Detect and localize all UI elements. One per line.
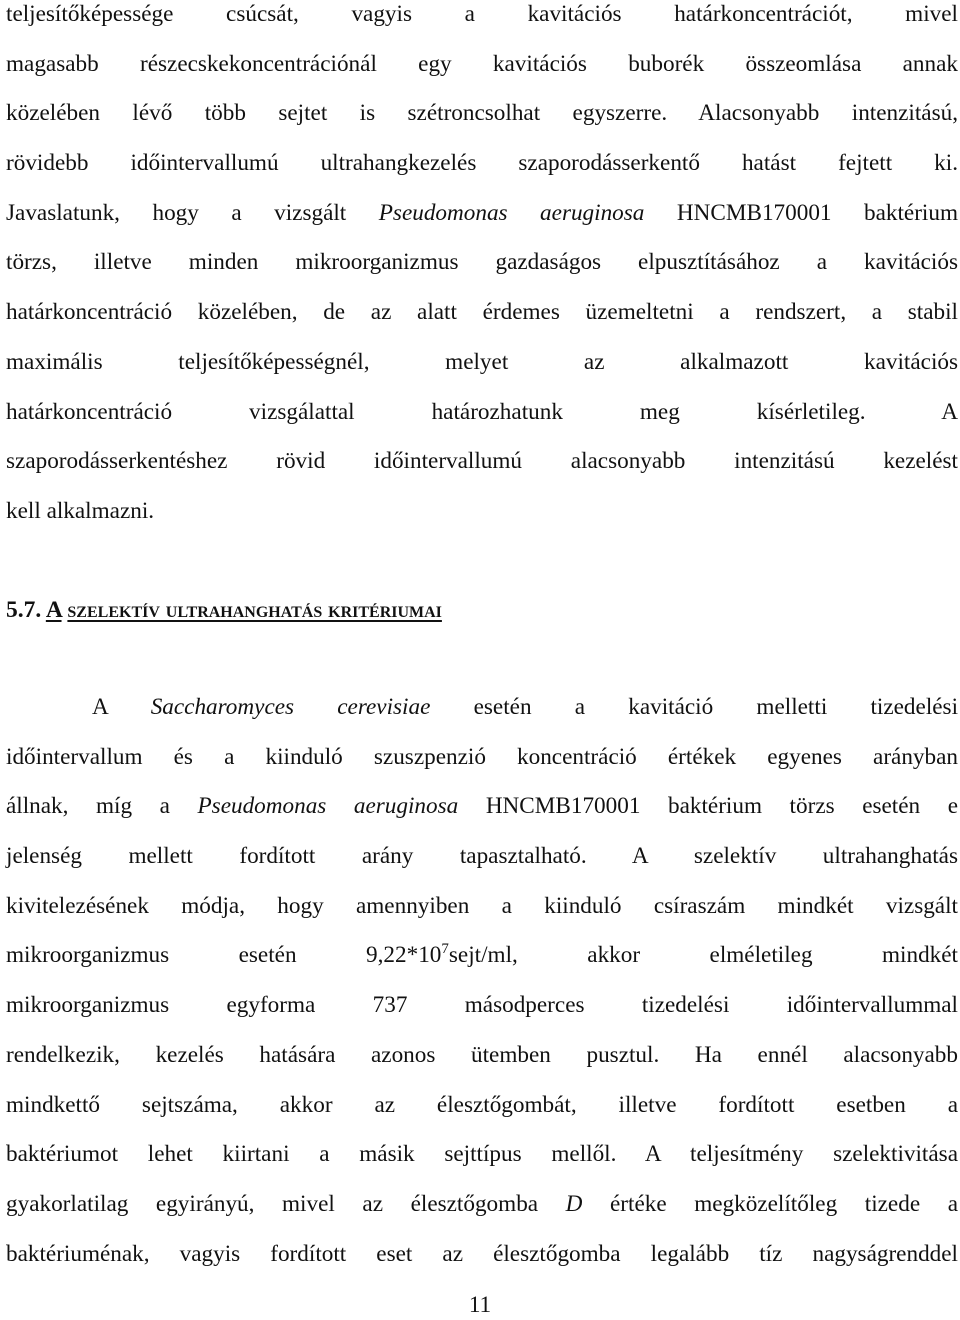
text-segment: HNCMB170001 baktérium törzs esetén e: [458, 793, 958, 820]
exponent: 7: [441, 941, 449, 958]
variable-d: D: [565, 1190, 583, 1217]
text-line: [6, 782, 958, 832]
text-segment: állnak, míg a: [6, 793, 198, 820]
document-page: [6, 0, 958, 1320]
section-title: szelektív ultrahanghatás kritériumai: [67, 597, 442, 623]
text-segment: sejt/ml, akkor elméletileg mindkét: [448, 942, 959, 969]
section-heading: [6, 590, 958, 630]
text-line: rövidebb időintervallumú ultrahangkezelés szaporodásserkentő hatást fejtett ki.: [6, 150, 958, 177]
text-line: kell alkalmazni.: [6, 497, 155, 524]
text-line: [6, 189, 958, 239]
page-number: 11: [468, 1292, 492, 1318]
text-line: teljesítőképessége csúcsát, vagyis a kavitációs határkoncentrációt, mivel: [6, 1, 958, 27]
text-line: szaporodásserkentéshez rövid időintervallumú alacsonyabb intenzitású kezelést: [6, 448, 958, 475]
text-line: időintervallum és a kiinduló szuszpenzió koncentráció értékek egyenes arányban: [6, 743, 958, 770]
section-title-initial: A: [45, 597, 62, 623]
text-line: [6, 1180, 958, 1230]
section-number: 5.7.: [6, 597, 42, 623]
text-segment: Javaslatunk, hogy a vizsgált: [6, 199, 379, 226]
text-line: baktériuménak, vagyis fordított eset az élesztőgomba legalább tíz nagyságrenddel: [6, 1240, 958, 1267]
text-line: közelében lévő több sejtet is szétroncsolhat egyszerre. Alacsonyabb intenzitású,: [6, 100, 958, 127]
text-segment: HNCMB170001 baktérium: [644, 199, 959, 226]
text-line: [6, 683, 958, 733]
text-line: rendelkezik, kezelés hatására azonos ütemben pusztul. Ha ennél alacsonyabb: [6, 1041, 958, 1068]
species-name: Pseudomonas aeruginosa: [197, 793, 459, 820]
text-line: törzs, illetve minden mikroorganizmus gazdaságos elpusztításához a kavitációs: [6, 249, 958, 276]
text-segment: értéke megközelítőleg tizede a: [582, 1190, 958, 1217]
text-segment: esetén a kavitáció melletti tizedelési: [430, 694, 959, 720]
paragraph-1: [6, 0, 958, 537]
text-line: határkoncentráció vizsgálattal határozhatunk meg kísérletileg. A: [6, 398, 958, 425]
text-line: [6, 931, 958, 981]
text-line: kivitelezésének módja, hogy amennyiben a kiinduló csíraszám mindkét vizsgált: [6, 892, 958, 919]
text-line: baktériumot lehet kiirtani a másik sejttípus mellől. A teljesítmény szelektivitása: [6, 1141, 958, 1168]
text-line: határkoncentráció közelében, de az alatt érdemes üzemeltetni a rendszert, a stabil: [6, 299, 958, 326]
paragraph-2: [6, 683, 958, 1279]
species-name: Saccharomyces cerevisiae: [150, 694, 431, 720]
text-segment: mikroorganizmus esetén 9,22*10: [6, 942, 442, 969]
text-segment: A: [92, 694, 151, 720]
text-segment: gyakorlatilag egyirányú, mivel az élesztőgomba: [6, 1190, 566, 1217]
text-line: jelenség mellett fordított arány tapasztalható. A szelektív ultrahanghatás: [6, 843, 958, 870]
text-line: mikroorganizmus egyforma 737 másodperces tizedelési időintervallummal: [6, 992, 958, 1019]
text-line: magasabb részecskekoncentrációnál egy kavitációs buborék összeomlása annak: [6, 50, 958, 77]
species-name: Pseudomonas aeruginosa: [378, 199, 645, 226]
text-line: mindkettő sejtszáma, akkor az élesztőgombát, illetve fordított esetben a: [6, 1091, 958, 1118]
text-line: maximális teljesítőképességnél, melyet az alkalmazott kavitációs: [6, 348, 958, 375]
